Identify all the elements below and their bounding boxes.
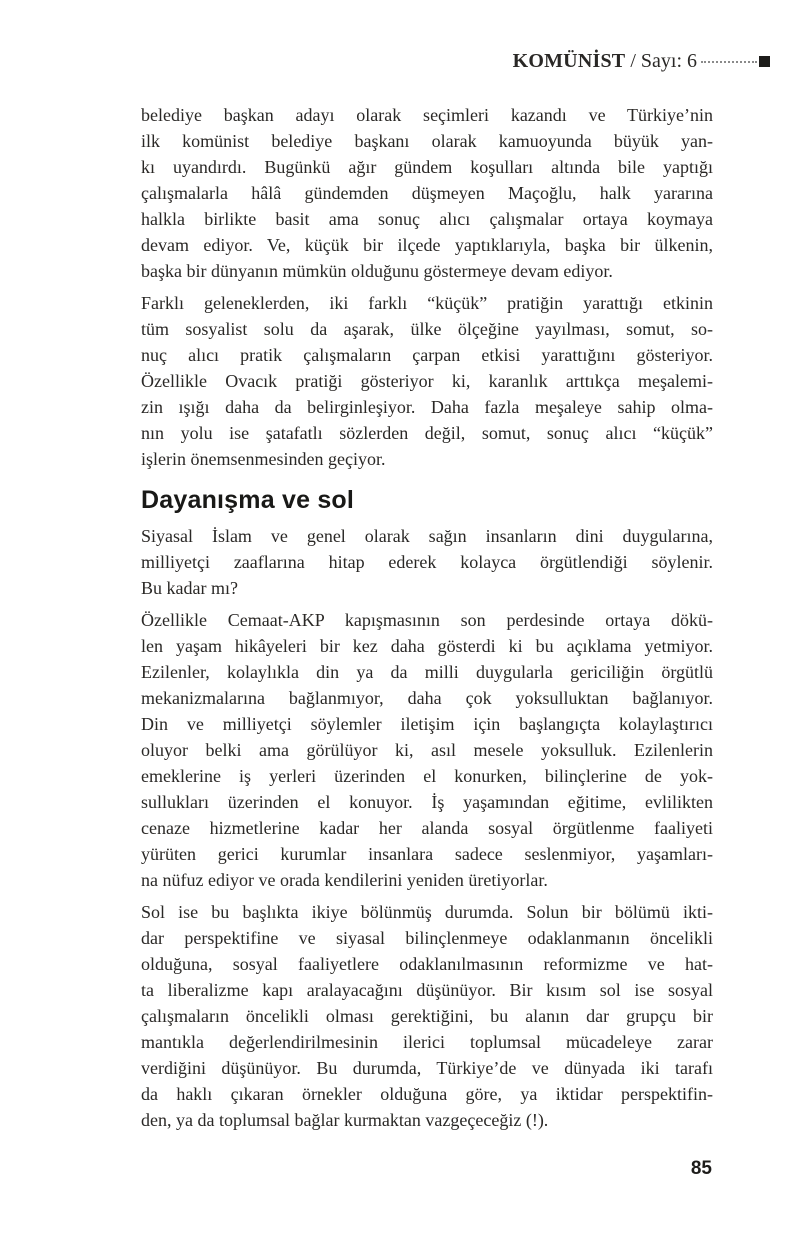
text-line: mekanizmalarına bağlanmıyor, daha çok yoksulluktan bağlanıyor. bbox=[141, 688, 713, 708]
text-line: len yaşam hikâyeleri bir kez daha gösterdi ki bu açıklama yetmiyor. bbox=[141, 636, 713, 656]
text-line: Ezilenler, kolaylıkla din ya da milli duygularla gericiliğin örgütlü bbox=[141, 662, 713, 682]
text-line: halkla birlikte basit ama sonuç alıcı çalışmalar ortaya koymaya bbox=[141, 209, 713, 229]
text-line: Sol ise bu başlıkta ikiye bölünmüş durumda. Solun bir bölümü ikti- bbox=[141, 902, 713, 922]
dotted-leader-line bbox=[701, 61, 757, 63]
text-line: na nüfuz ediyor ve orada kendilerini yeniden üretiyorlar. bbox=[141, 870, 548, 890]
text-line: dar perspektifine ve siyasal bilinçlenmeye odaklanmanın öncelikli bbox=[141, 928, 713, 948]
text-line: çalışmalarla hâlâ gündemden düşmeyen Maçoğlu, halk yararına bbox=[141, 183, 713, 203]
text-line: başka bir dünyanın mümkün olduğunu göstermeye devam ediyor. bbox=[141, 261, 613, 281]
text-line: verdiğini düşünüyor. Bu durumda, Türkiye’de ve dünyada iki tarafı bbox=[141, 1058, 713, 1078]
text-line: yürüten gerici kurumlar insanlara sadece seslenmiyor, yaşamları- bbox=[141, 844, 713, 864]
text-line: den, ya da toplumsal bağlar kurmaktan vazgeçeceğiz (!). bbox=[141, 1110, 549, 1130]
text-line: Siyasal İslam ve genel olarak sağın insanların dini duygularına, bbox=[141, 526, 713, 546]
text-line: kı uyandırdı. Bugünkü ağır gündem koşulları altında bile yaptığı bbox=[141, 157, 713, 177]
text-line: Bu kadar mı? bbox=[141, 578, 238, 598]
paragraph bbox=[141, 102, 713, 284]
text-line: nuç alıcı pratik çalışmaların çarpan etkisi yarattığını gösteriyor. bbox=[141, 345, 713, 365]
page-number: 85 bbox=[690, 1158, 712, 1179]
paragraph bbox=[141, 899, 713, 1133]
header-square-icon bbox=[759, 56, 770, 67]
text-line: Din ve milliyetçi söylemler iletişim için başlangıçta kolaylaştırıcı bbox=[141, 714, 713, 734]
text-line: nın yolu ise şatafatlı sözlerden değil, somut, sonuç alıcı “küçük” bbox=[141, 423, 713, 443]
text-line: oluyor belki ama görülüyor ki, asıl mesele yoksulluk. Ezilenlerin bbox=[141, 740, 713, 760]
page-header bbox=[513, 50, 770, 73]
text-line: devam ediyor. Ve, küçük bir ilçede yaptıklarıyla, başka bir ülkenin, bbox=[141, 235, 713, 255]
text-line: da haklı çıkaran örnekler olduğuna göre, ya iktidar perspektifin- bbox=[141, 1084, 713, 1104]
text-line: mantıkla değerlendirilmesinin ilerici toplumsal mücadeleye zarar bbox=[141, 1032, 713, 1052]
text-line: ta liberalizme kapı aralayacağını düşünüyor. Bir kısım sol ise sosyal bbox=[141, 980, 713, 1000]
text-line: tüm sosyalist solu da aşarak, ülke ölçeğine yayılması, somut, so- bbox=[141, 319, 713, 339]
text-line: sullukları üzerinden el konuyor. İş yaşamından eğitime, evlilikten bbox=[141, 792, 713, 812]
text-line: işlerin önemsenmesinden geçiyor. bbox=[141, 449, 386, 469]
section-heading: Dayanışma ve sol bbox=[141, 486, 355, 514]
paragraph bbox=[141, 290, 713, 472]
paragraph bbox=[141, 523, 713, 601]
paragraph bbox=[141, 607, 713, 893]
text-line: Farklı geleneklerden, iki farklı “küçük” pratiğin yarattığı etkinin bbox=[141, 293, 713, 313]
page-footer bbox=[691, 1158, 712, 1180]
journal-title: KOMÜNİST bbox=[512, 50, 626, 72]
text-line: emeklerine iş yerleri üzerinden el konurken, bilinçlerine de yok- bbox=[141, 766, 713, 786]
text-line: Özellikle Cemaat-AKP kapışmasının son perdesinde ortaya dökü- bbox=[141, 610, 713, 630]
issue-label: / Sayı: 6 bbox=[630, 50, 697, 72]
text-line: olduğuna, sosyal faaliyetlere odaklanılmasının reformizme ve hat- bbox=[141, 954, 713, 974]
text-line: belediye başkan adayı olarak seçimleri kazandı ve Türkiye’nin bbox=[141, 105, 713, 125]
text-line: zin ışığı daha da belirginleşiyor. Daha fazla meşaleye sahip olma- bbox=[141, 397, 713, 417]
text-line: milliyetçi zaaflarına hitap ederek kolayca örgütlendiği söylenir. bbox=[141, 552, 713, 572]
text-line: cenaze hizmetlerine kadar her alanda sosyal örgütlenme faaliyeti bbox=[141, 818, 713, 838]
text-line: Özellikle Ovacık pratiği gösteriyor ki, karanlık arttıkça meşalemi- bbox=[141, 371, 713, 391]
text-line: çalışmaların öncelikli olması gerektiğini, bu alanın dar grupçu bir bbox=[141, 1006, 713, 1026]
article-body bbox=[141, 102, 713, 1139]
text-line: ilk komünist belediye başkanı olarak kamuoyunda büyük yan- bbox=[141, 131, 713, 151]
